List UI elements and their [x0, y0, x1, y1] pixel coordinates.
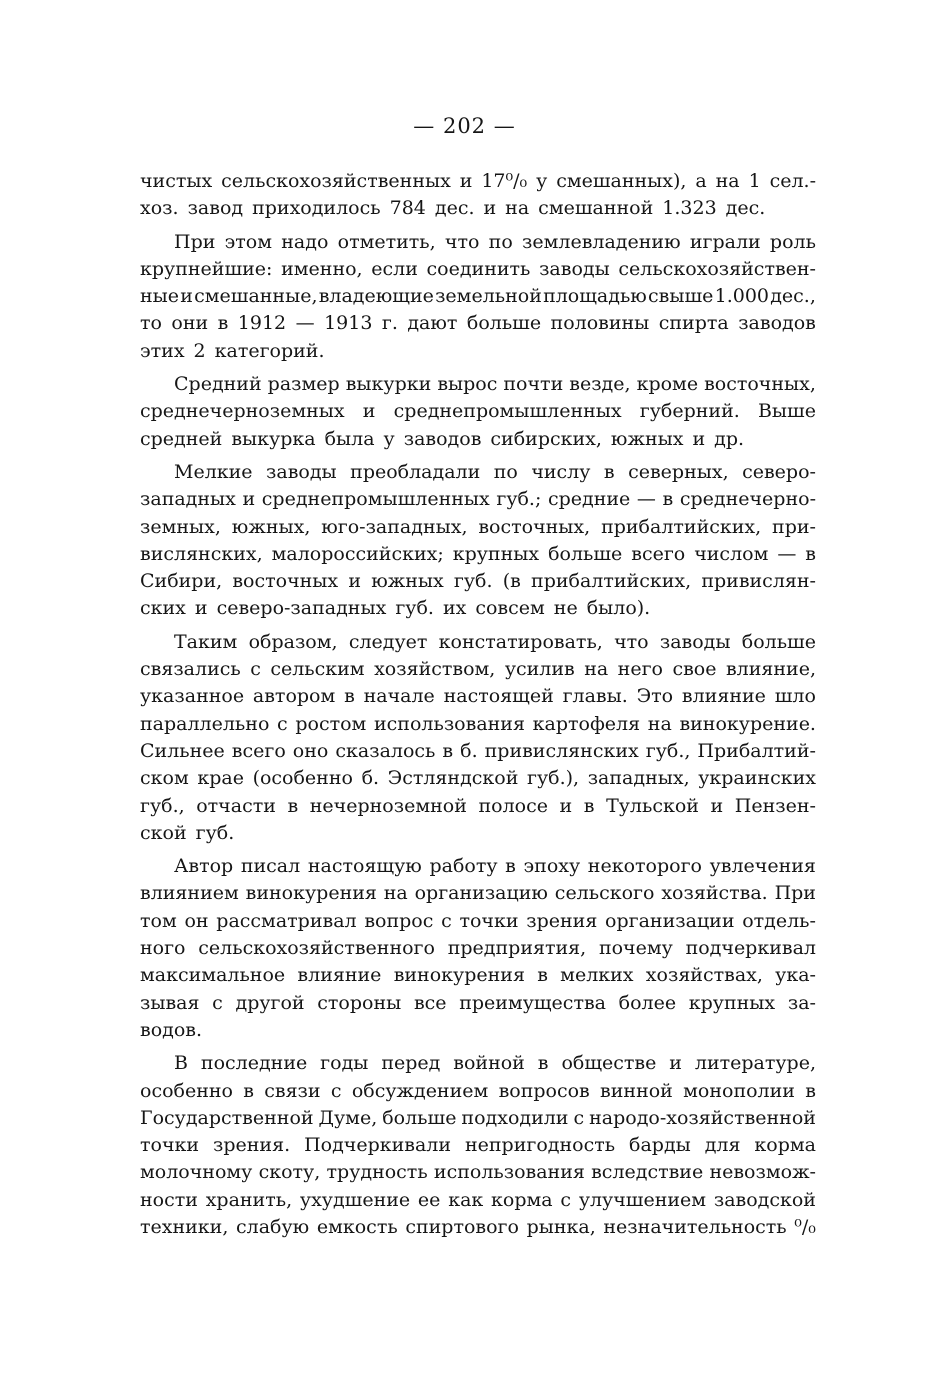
text-line: указанное автором в начале настоящей главы. Это влияние шло	[140, 685, 816, 708]
paragraph	[140, 1050, 816, 1241]
text-line: зывая с другой стороны все преимущества более крупных за-	[140, 991, 816, 1014]
text-line: губ., отчасти в нечерноземной полосе и в Тульской и Пензен-	[140, 794, 816, 817]
text-line: техники, слабую емкость спиртового рынка, незначительность ⁰/₀	[140, 1215, 816, 1238]
text-line: максимальное влияние винокурения в мелких хозяйствах, ука-	[140, 964, 816, 987]
text-line: этих 2 категорий.	[140, 339, 325, 362]
paragraph	[140, 168, 816, 223]
text-line: Государственной Думе, больше подходили с народо-хозяйственной	[140, 1106, 816, 1129]
paragraph	[140, 853, 816, 1044]
text-line: средней выкурка была у заводов сибирских, южных и др.	[140, 427, 745, 450]
text-line: ного сельскохозяйственного предприятия, почему подчеркивал	[140, 937, 816, 960]
text-line: Сильнее всего оно сказалось в б. привислянских губ., Прибалтий-	[140, 739, 816, 762]
text-line: точки зрения. Подчеркивали непригодность барды для корма	[140, 1134, 816, 1157]
text-line: В последние годы перед войной в обществе и литературе,	[174, 1052, 816, 1075]
text-line: ные и смешанные, владеющие земельной площадью свыше 1.000 дес.,	[140, 285, 816, 308]
text-line: чистых сельскохозяйственных и 17⁰/₀ у смешанных), а на 1 сел.-	[140, 170, 816, 192]
paragraph	[140, 629, 816, 847]
paragraph	[140, 229, 816, 365]
text-line: земных, южных, юго-западных, восточных, прибалтийских, при-	[140, 515, 816, 538]
text-line: том он рассматривал вопрос с точки зрения организации отдель-	[140, 909, 816, 932]
page-number: — 202 —	[413, 114, 516, 138]
text-line: Средний размер выкурки вырос почти везде, кроме восточных,	[174, 373, 816, 396]
text-line: западных и среднепромышленных губ.; средние — в среднечерно-	[140, 488, 816, 511]
text-line: хоз. завод приходилось 784 дес. и на смешанной 1.323 дес.	[140, 197, 766, 220]
text-line: Сибири, восточных и южных губ. (в прибалтийских, привислян-	[140, 570, 816, 593]
text-line: связались с сельским хозяйством, усилив на него свое влияние,	[140, 658, 816, 681]
text-line: то они в 1912 — 1913 г. дают больше половины спирта заводов	[140, 312, 816, 335]
text-line: особенно в связи с обсуждением вопросов винной монополии в	[140, 1079, 816, 1102]
body-text	[140, 168, 816, 1241]
paragraph	[140, 371, 816, 453]
text-line: ском крае (особенно б. Эстляндской губ.), западных, украинских	[140, 767, 816, 790]
text-line: среднечерноземных и среднепромышленных губерний. Выше	[140, 400, 816, 423]
text-line: параллельно с ростом использования картофеля на винокурение.	[140, 712, 816, 735]
text-line: крупнейшие: именно, если соединить заводы сельскохозяйствен-	[140, 257, 816, 280]
text-line: вислянских, малороссийских; крупных больше всего числом — в	[140, 542, 816, 565]
text-line: ской губ.	[140, 821, 235, 844]
text-line: ских и северо-западных губ. их совсем не было).	[140, 597, 651, 620]
paragraph	[140, 459, 816, 623]
text-line: ности хранить, ухудшение ее как корма с улучшением заводской	[140, 1188, 816, 1211]
text-line: Автор писал настоящую работу в эпоху некоторого увлечения	[174, 855, 816, 878]
text-line: молочному скоту, трудность использования вследствие невозмож-	[140, 1161, 816, 1184]
text-line: влиянием винокурения на организацию сельского хозяйства. При	[140, 882, 816, 905]
text-line: водов.	[140, 1018, 203, 1041]
text-line: Мелкие заводы преобладали по числу в северных, северо-	[174, 460, 816, 483]
text-line: Таким образом, следует констатировать, что заводы больше	[174, 630, 816, 653]
text-line: При этом надо отметить, что по землевладению играли роль	[174, 230, 816, 253]
